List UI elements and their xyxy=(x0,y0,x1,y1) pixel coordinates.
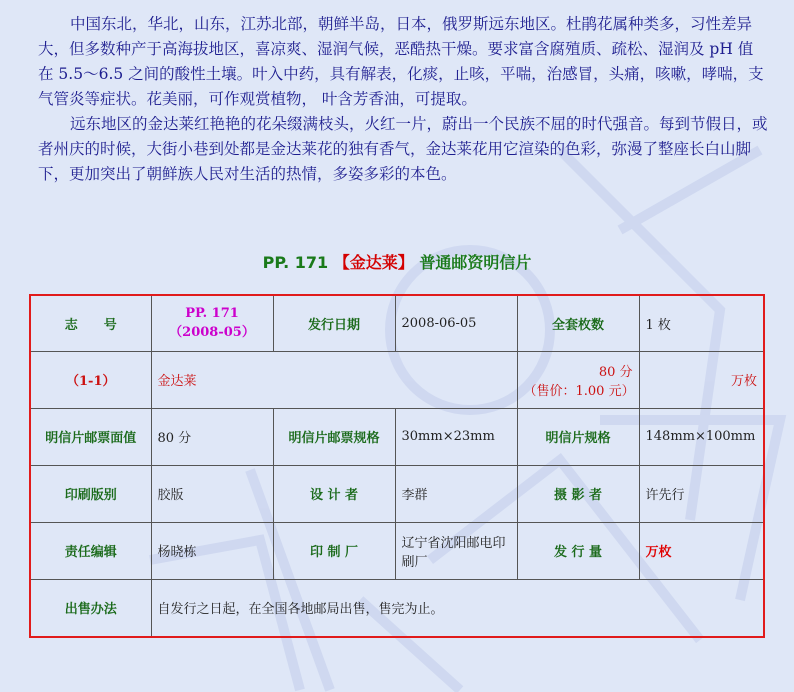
label-stamp-size: 明信片邮票规格 xyxy=(273,408,395,465)
cell-item-name: 金达莱 xyxy=(151,351,517,408)
stamp-info-table xyxy=(29,294,765,638)
cell-designer: 李群 xyxy=(395,465,517,522)
article-paragraph-1: 中国东北，华北，山东，江苏北部，朝鲜半岛，日本，俄罗斯远东地区。杜鹃花属种类多，习性差异大，但多数种产于高海拔地区，喜凉爽、湿润气候，恶酷热干燥。要求富含腐殖质、疏松、湿润及 pH 值在 5.5～6.5 之间的酸性土壤。叶入中药，具有解表，化痰，止咳，平喘，治感冒，头痛，咳嗽，哮喘，支气管炎等症状。花美丽，可作观赏植物， 叶含芳香油，可提取。 xyxy=(38,15,764,108)
label-count: 全套枚数 xyxy=(517,295,639,351)
label-printer: 印 制 厂 xyxy=(273,522,395,579)
title-code: PP. 171 xyxy=(262,253,329,272)
label-face-value: 明信片邮票面值 xyxy=(30,408,151,465)
label-photographer: 摄 影 者 xyxy=(517,465,639,522)
label-sale-method: 出售办法 xyxy=(30,579,151,637)
cell-item: （1-1） xyxy=(30,351,151,408)
label-card-size: 明信片规格 xyxy=(517,408,639,465)
cell-print-method: 胶版 xyxy=(151,465,273,522)
table-row xyxy=(30,295,764,351)
cell-face-value: 80 分 xyxy=(151,408,273,465)
cell-card-size: 148mm×100mm xyxy=(639,408,764,465)
cell-price xyxy=(517,351,639,408)
cell-photographer: 许先行 xyxy=(639,465,764,522)
label-print-method: 印刷版别 xyxy=(30,465,151,522)
table-row xyxy=(30,522,764,579)
cell-sale-method: 自发行之日起，在全国各地邮局出售，售完为止。 xyxy=(151,579,764,637)
table-row xyxy=(30,579,764,637)
article-text xyxy=(38,12,768,187)
cell-id xyxy=(151,295,273,351)
cell-quantity: 万枚 xyxy=(639,351,764,408)
cell-printer: 辽宁省沈阳邮电印刷厂 xyxy=(395,522,517,579)
label-editor: 责任编辑 xyxy=(30,522,151,579)
label-id: 志 号 xyxy=(30,295,151,351)
title-bracket-name: 【金达莱】 xyxy=(333,253,414,272)
table-row xyxy=(30,351,764,408)
page-title xyxy=(0,250,794,273)
label-date: 发行日期 xyxy=(273,295,395,351)
id-year: （2008-05） xyxy=(169,325,255,341)
label-designer: 设 计 者 xyxy=(273,465,395,522)
id-code: PP. 171 xyxy=(185,306,239,322)
table-row xyxy=(30,408,764,465)
article-paragraph-2: 远东地区的金达莱红艳艳的花朵缀满枝头，火红一片，蔚出一个民族不屈的时代强音。每到节假日，或者州庆的时候，大街小巷到处都是金达莱花的独有香气，金达莱花用它渲染的色彩，弥漫了整座长白山脚下，更加突出了朝鲜族人民对生活的热情，多姿多彩的本色。 xyxy=(38,115,768,183)
price-value: 80 分 xyxy=(598,364,633,380)
table-row xyxy=(30,465,764,522)
title-suffix: 普通邮资明信片 xyxy=(419,253,532,272)
cell-stamp-size: 30mm×23mm xyxy=(395,408,517,465)
cell-volume: 万枚 xyxy=(639,522,764,579)
label-volume: 发 行 量 xyxy=(517,522,639,579)
cell-count: 1 枚 xyxy=(639,295,764,351)
cell-editor: 杨晓栋 xyxy=(151,522,273,579)
price-sale: （售价：1.00 元） xyxy=(523,383,635,399)
cell-date: 2008-06-05 xyxy=(395,295,517,351)
